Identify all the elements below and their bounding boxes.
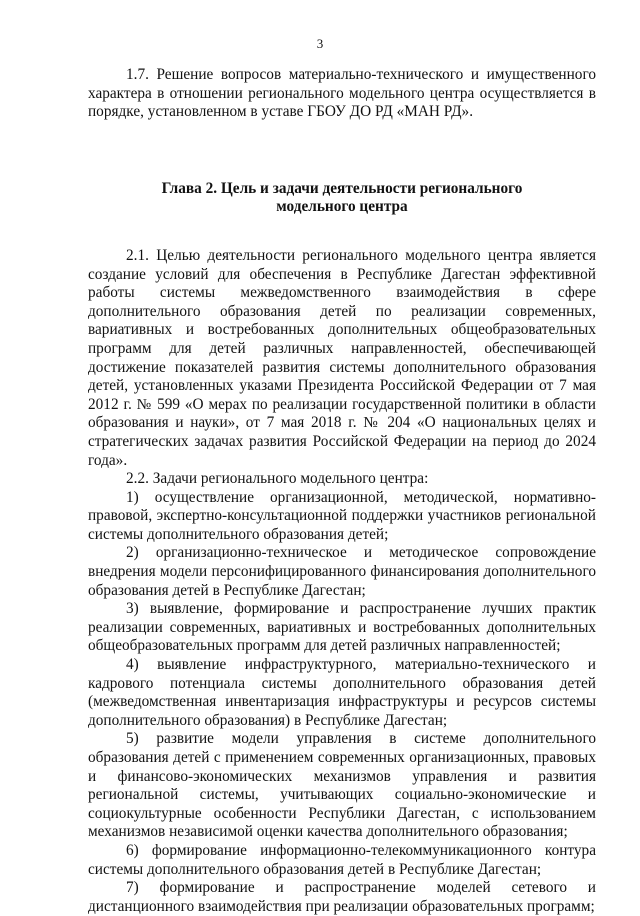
task-item-1: 1) осуществление организационной, методической, нормативно-правовой, экспертно-консультационной поддержки участников региональной системы дополнительного образования детей; (88, 488, 596, 543)
paragraph-1-7: 1.7. Решение вопросов материально-технического и имущественного характера в отношении регионального модельного центра осуществляется в порядке, установленном в уставе ГБОУ ДО РД «МАН РД». (88, 66, 596, 121)
task-item-2: 2) организационно-техническое и методическое сопровождение внедрения модели персонифицированного финансирования дополнительного образования детей в Республике Дагестан; (88, 544, 596, 599)
paragraph-2-1: 2.1. Целью деятельности регионального модельного центра является создание условий для обеспечения в Республике Дагестан эффективной работы системы межведомственного взаимодействия в сфере дополнительного образования детей по реализации современных, вариативных и востребованных дополнительных общеобразовательных программ для детей различных направленностей, обеспечивающей достижение показателей развития системы дополнительного образования детей, установленных указами Президента Российской Федерации от 7 мая 2012 г. № 599 «О мерах по реализации государственной политики в области образования и науки», от 7 мая 2018 г. № 204 «О национальных целях и стратегических задачах развития Российской Федерации на период до 2024 года». (88, 246, 596, 469)
page-number: 3 (316, 36, 324, 51)
task-item-7: 7) формирование и распространение моделей сетевого и дистанционного взаимодействия при реализации образовательных программ; (88, 879, 596, 915)
task-item-4: 4) выявление инфраструктурного, материально-технического и кадрового потенциала системы дополнительного образования детей (межведомственная инвентаризация инфраструктуры и ресурсов системы дополнительного образования) в Республике Дагестан; (88, 656, 596, 729)
task-item-3: 3) выявление, формирование и распространение лучших практик реализации современных, вариативных и востребованных дополнительных общеобразовательных программ для детей различных направленностей; (88, 600, 596, 655)
chapter-title: Глава 2. Цель и задачи деятельности регионального модельного центра (161, 179, 523, 216)
document-body (88, 66, 596, 916)
paragraph-2-2: 2.2. Задачи регионального модельного центра: (126, 470, 429, 488)
task-item-5: 5) развитие модели управления в системе дополнительного образования детей с применением современных организационных, правовых и финансово-экономических механизмов управления и развития региональной системы, учитывающих социально-экономические и социокультурные особенности Республики Дагестан, с использованием механизмов независимой оценки качества дополнительного образования; (88, 730, 596, 841)
task-item-6: 6) формирование информационно-телекоммуникационного контура системы дополнительного образования детей в Республике Дагестан; (88, 841, 596, 878)
